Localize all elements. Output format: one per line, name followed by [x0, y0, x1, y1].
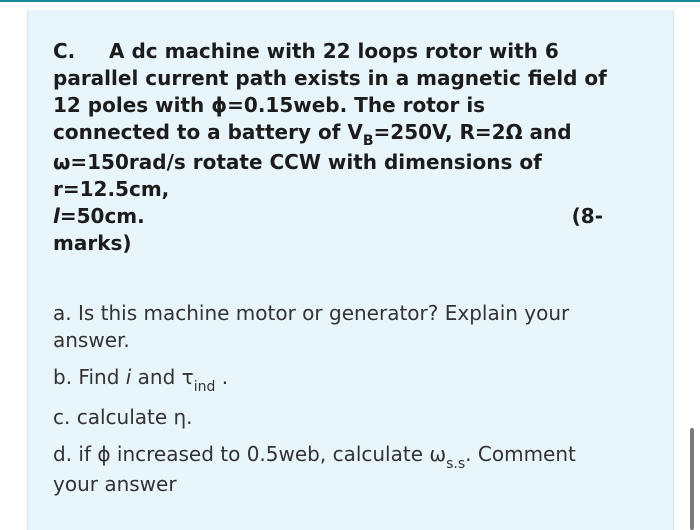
top-divider — [0, 0, 700, 2]
marks-open: (8- — [571, 204, 603, 228]
speed-subscript: s.s — [446, 456, 466, 472]
question-line-7: l=50cm. (8- — [53, 204, 603, 228]
question-line-2: parallel current path exists in a magnetic field of — [53, 66, 607, 90]
question-line-3: 12 poles with ϕ=0.15web. The rotor is — [53, 93, 486, 117]
question-line-5: ω=150rad/s rotate CCW with dimensions of — [53, 150, 542, 174]
part-a: a. Is this machine motor or generator? Explain your answer. — [53, 301, 570, 352]
part-c: c. calculate η. — [53, 405, 193, 429]
length-variable: l — [53, 204, 60, 228]
question-line-6: r=12.5cm, — [53, 177, 170, 201]
battery-subscript: B — [362, 133, 374, 149]
marks-close: marks) — [53, 231, 132, 255]
question-statement — [53, 38, 623, 257]
question-label: C. — [53, 39, 76, 63]
part-d: d. if ϕ increased to 0.5web, calculate $\omega_{s.s}$. Comment your answer — [53, 442, 576, 496]
torque-subscript: ind — [193, 379, 216, 395]
current-variable: i — [125, 365, 132, 389]
part-b: b. Find i and $\tau_{ind}$ . — [53, 365, 229, 395]
question-line-4: connected to a battery of $V_B=250V$, R=2Ω and — [53, 120, 572, 149]
scrollbar-thumb[interactable] — [690, 428, 694, 530]
question-parts — [53, 300, 613, 508]
question-line-1: C. A dc machine with 22 loops rotor with 6 — [53, 39, 559, 63]
